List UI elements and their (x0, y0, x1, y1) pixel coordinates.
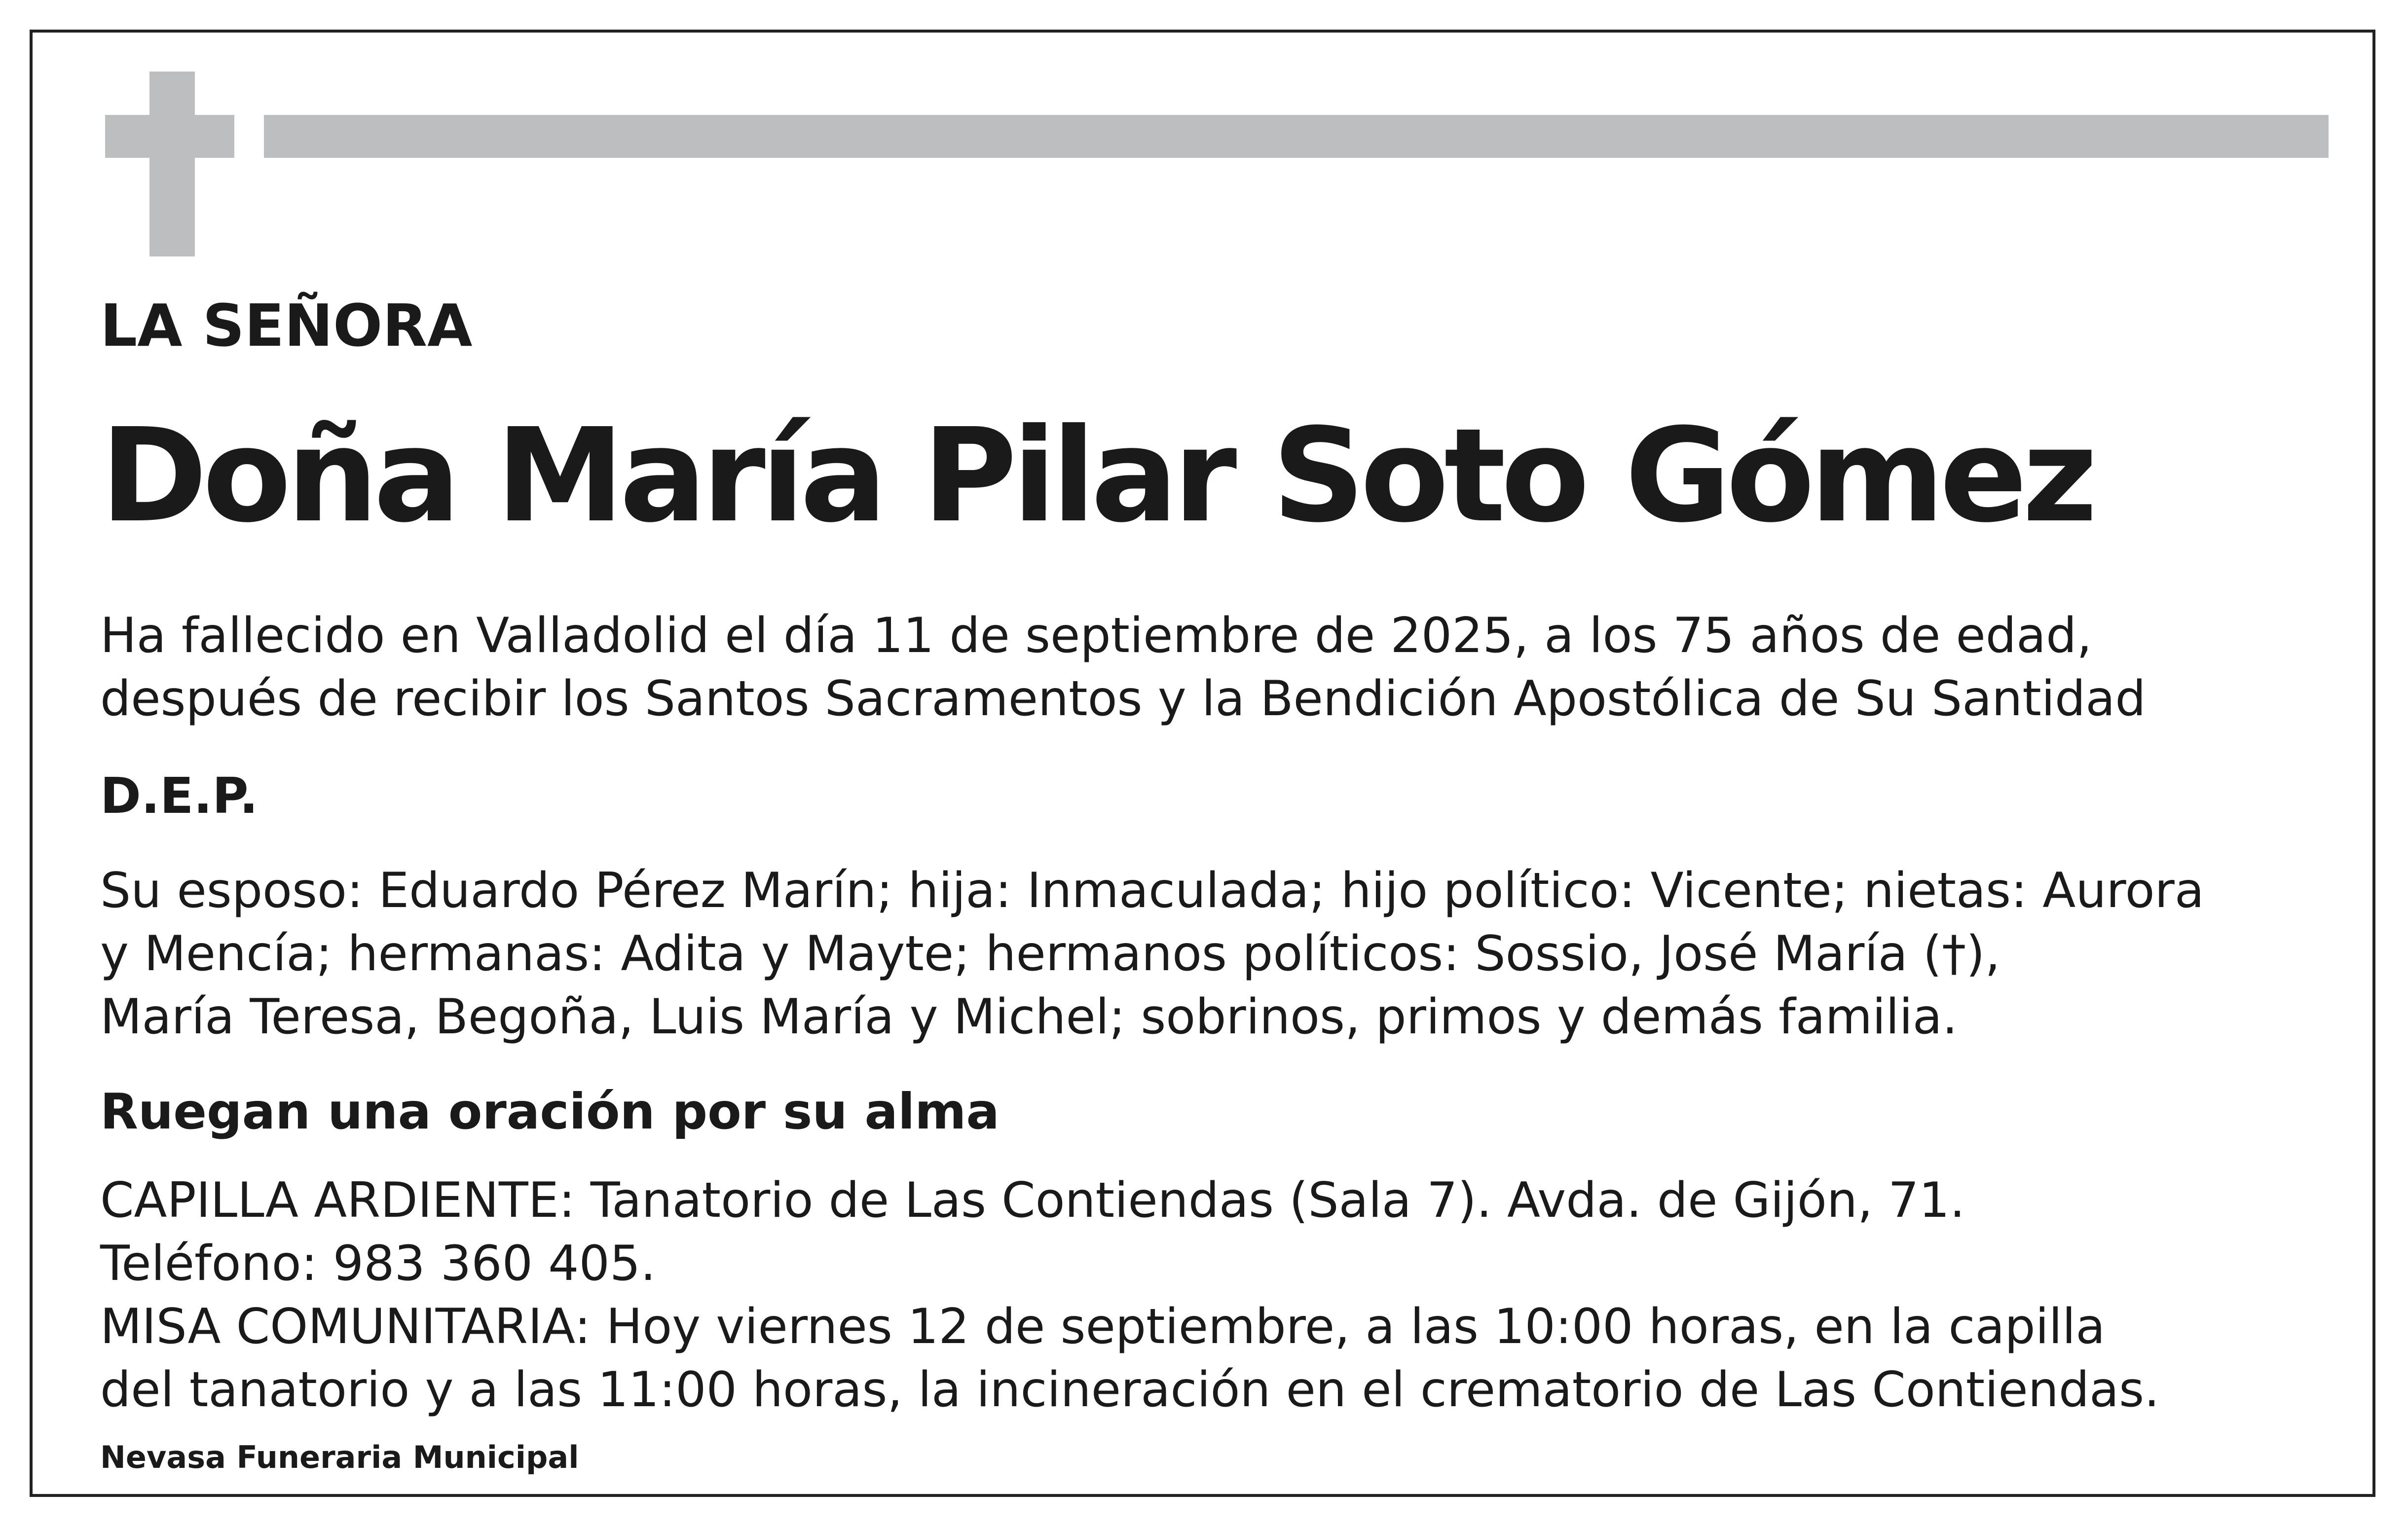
family-line: y Mencía; hermanas: Adita y Mayte; hermanos políticos: Sossio, José María (†), (100, 926, 2000, 982)
service-line: CAPILLA ARDIENTE: Tanatorio de Las Contiendas (Sala 7). Avda. de Gijón, 71. (100, 1172, 1965, 1229)
header-rule (264, 115, 2329, 158)
service-line: del tanatorio y a las 11:00 horas, la incineración en el crematorio de Las Contiendas. (100, 1362, 2160, 1418)
honorific: LA SEÑORA (100, 291, 473, 360)
rip-heading: D.E.P. (100, 767, 259, 825)
service-line: Teléfono: 983 360 405. (100, 1236, 656, 1292)
death-announcement (100, 604, 2146, 730)
service-details (100, 1169, 2159, 1421)
family-list (100, 859, 2204, 1049)
deceased-name: Doña María Pilar Soto Gómez (100, 400, 2093, 551)
service-line: MISA COMUNITARIA: Hoy viernes 12 de septiembre, a las 10:00 horas, en la capilla (100, 1299, 2106, 1355)
prayer-request: Ruegan una oración por su alma (100, 1083, 1000, 1140)
family-line: María Teresa, Begoña, Luis María y Michel; sobrinos, primos y demás familia. (100, 989, 1958, 1045)
cross-horizontal-bar (105, 115, 234, 158)
funeral-home: Nevasa Funeraria Municipal (100, 1439, 579, 1475)
death-line: después de recibir los Santos Sacramentos y la Bendición Apostólica de Su Santidad (100, 671, 2146, 727)
cross-vertical-bar (149, 72, 195, 256)
family-line: Su esposo: Eduardo Pérez Marín; hija: Inmaculada; hijo político: Vicente; nietas: Aurora (100, 863, 2204, 919)
death-line: Ha fallecido en Valladolid el día 11 de septiembre de 2025, a los 75 años de edad, (100, 608, 2092, 664)
